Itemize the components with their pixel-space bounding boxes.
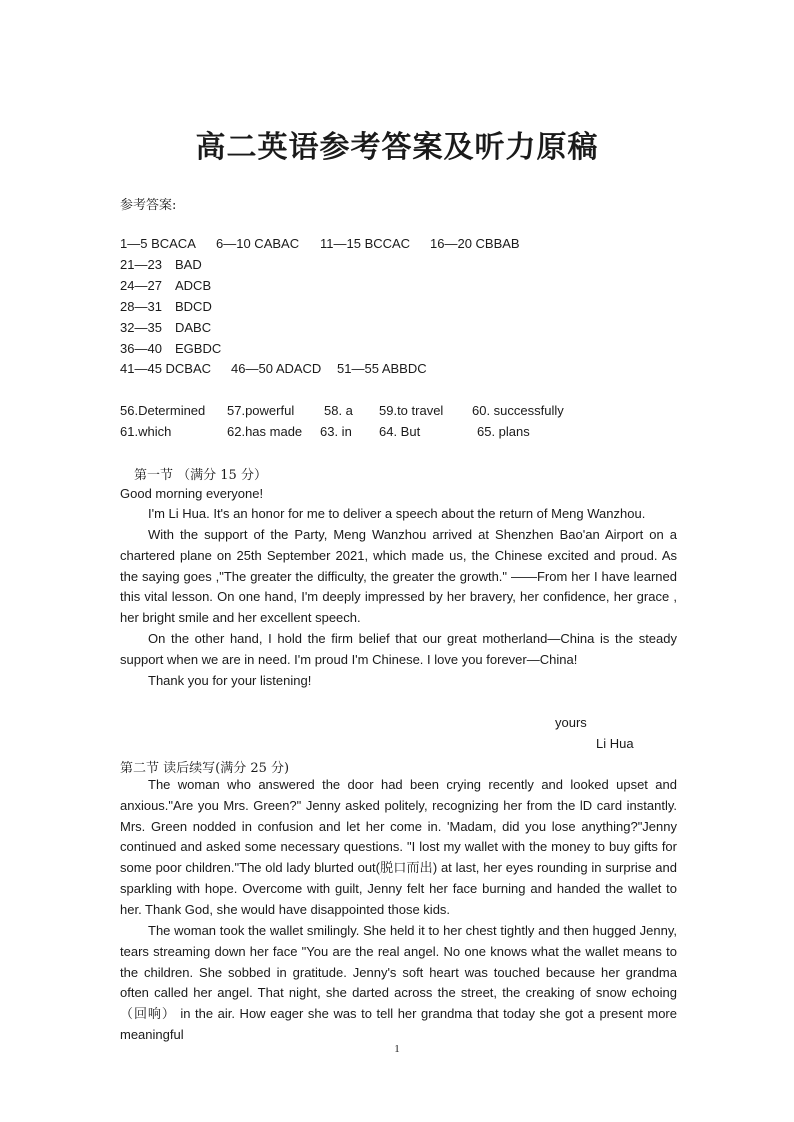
answer-range: 32—35 xyxy=(120,320,162,335)
answer-item: 59.to travel xyxy=(379,403,444,418)
answer-item: BAD xyxy=(175,257,202,272)
closing: yours xyxy=(555,715,587,730)
answer-item: ADCB xyxy=(175,278,212,293)
answer-item: BDCD xyxy=(175,299,212,314)
section2-paragraph-1: The woman who answered the door had been crying recently and looked upset and anxious."Are you Mrs. Green?" Jenny asked politely, recognizing her from the lD card instantly. Mrs. Green nodded in confusion and let her come in. 'Madam, did you lose anything?"Jenny continued and asked some necessary questions. "I lost my wallet with the money to buy gifts for some poor children."The old lady blurted out(脱口而出) at last, her eyes rounding in surprise and sparkling with hope. Overcome with guilt, Jenny felt her face burning and handed the wallet to her. Thank God, she would have disappointed those kids. xyxy=(120,777,677,917)
answer-item: 16—20 CBBAB xyxy=(430,236,520,251)
section1-paragraph-4: Thank you for your listening! xyxy=(148,673,312,688)
answer-item: 61.which xyxy=(120,424,172,439)
document-title: 高二英语参考答案及听力原稿 xyxy=(195,130,599,165)
answer-item: 65. plans xyxy=(477,424,530,439)
section1-paragraph-2: With the support of the Party, Meng Wanzhou arrived at Shenzhen Bao'an Airport on a chartered plane on 25th September 2021, which made us, the Chinese excited and proud. As the saying goes ,"The greater the difficulty, the greater the growth." ——From her I have learned this vital lesson. On one hand, I'm deeply impressed by her bravery, her confidence, her grace , her bright smile and her excellent speech. xyxy=(120,527,677,626)
answer-item: DABC xyxy=(175,320,212,335)
section1-heading: 第一节 （满分 15 分） xyxy=(134,468,267,483)
signature: Li Hua xyxy=(596,736,634,751)
answer-item: 58. a xyxy=(324,403,353,418)
section1-greeting: Good morning everyone! xyxy=(120,486,264,501)
answer-item: 11—15 BCCAC xyxy=(320,236,411,251)
answer-item: 63. in xyxy=(320,424,352,439)
answer-heading: 参考答案: xyxy=(120,198,177,213)
answer-item: 1—5 BCACA xyxy=(120,236,196,251)
answer-item: 6—10 CABAC xyxy=(216,236,300,251)
answer-range: 28—31 xyxy=(120,299,162,314)
answer-range: 21—23 xyxy=(120,257,162,272)
answer-item: 46—50 ADACD xyxy=(231,361,322,376)
answer-range: 24—27 xyxy=(120,278,162,293)
section2-heading: 第二节 读后续写(满分 25 分) xyxy=(120,761,290,776)
answer-item: 56.Determined xyxy=(120,403,206,418)
answer-item: 62.has made xyxy=(227,424,303,439)
section1-paragraph-3: On the other hand, I hold the firm belief that our great motherland—China is the steady support when we are in need. I'm proud I'm Chinese. I love you forever—China! xyxy=(120,631,677,667)
answer-range: 36—40 xyxy=(120,341,162,356)
answer-item: 57.powerful xyxy=(227,403,295,418)
page-number: 1 xyxy=(394,1043,400,1055)
answer-item: 60. successfully xyxy=(472,403,564,418)
answer-item: 51—55 ABBDC xyxy=(337,361,427,376)
answer-item: EGBDC xyxy=(175,341,222,356)
answer-item: 64. But xyxy=(379,424,421,439)
answer-item: 41—45 DCBAC xyxy=(120,361,212,376)
section2-paragraph-2: The woman took the wallet smilingly. She held it to her chest tightly and then hugged Jenny, tears streaming down her face "You are the real angel. No one knows what the wallet means to the children. She sobbed in gratitude. Jenny's soft heart was touched because her grandma often called her angel. That night, she darted across the street, the creaking of snow echoing（回响） in the air. How eager she was to tell her grandma that today she got a present more meaningful xyxy=(120,923,677,1042)
section1-paragraph-1: I'm Li Hua. It's an honor for me to deliver a speech about the return of Meng Wanzhou. xyxy=(148,506,646,521)
